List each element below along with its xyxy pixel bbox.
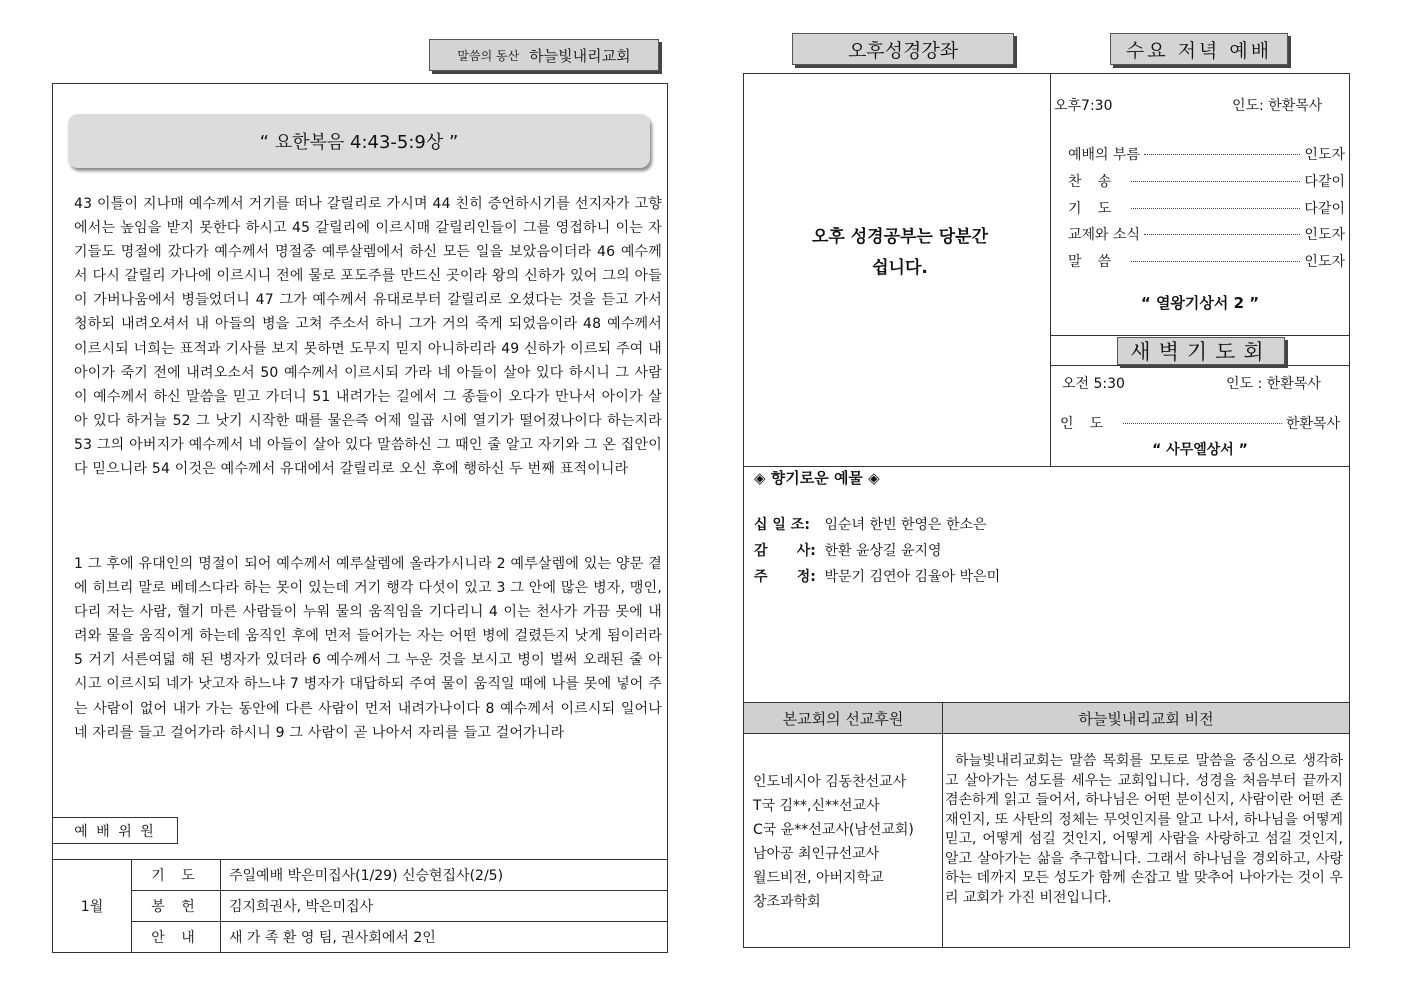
church-motto: 말씀의 동산 (457, 48, 520, 63)
order-item-by: 인도자 (1304, 147, 1345, 163)
order-item-name: 찬송 (1068, 174, 1128, 190)
table-row (53, 891, 668, 922)
order-item-by: 인도자 (1304, 254, 1345, 270)
committee-month: 1월 (53, 860, 132, 953)
list-item: C국 윤**선교사(남선교회) (753, 822, 914, 838)
wednesday-sermon: “ 열왕기상서 2 ” (1140, 294, 1260, 312)
leader-dots (1144, 234, 1300, 235)
dawn-sermon: “ 사무엘상서 ” (1152, 442, 1248, 458)
order-item-by: 인도자 (1304, 227, 1345, 243)
order-item-by: 한환목사 (1285, 416, 1340, 432)
order-item (1068, 144, 1345, 164)
order-item-name: 말씀 (1068, 254, 1128, 270)
worship-committee-label: 예 배 위 원 (52, 817, 178, 844)
order-item (1068, 171, 1345, 191)
committee-value: 주일예배 박은미집사(1/29) 신승현집사(2/5) (221, 860, 668, 891)
mission-support-header: 본교회의 선교후원 (744, 703, 942, 733)
list-item: T국 김**,신**선교사 (753, 798, 880, 814)
order-item-name: 기도 (1068, 201, 1128, 217)
leader-dots (1131, 261, 1300, 262)
committee-role: 기 도 (132, 860, 221, 891)
scripture-paragraph-1: 43 이틀이 지나매 예수께서 거기를 떠나 갈릴리로 가시며 44 친히 증언하시기를 선지자가 고향에서는 높임을 받지 못한다 하시고 45 갈릴리에 이르시매 갈릴리인들이 그를 영접하니 이는 자기들도 명절에 갔다가 예수께서 명절중 예루살렘에서 하신 모든 일을 보았음이더라 46 예수께서 다시 갈릴리 가나에 이르시니 전에 물로 포도주를 만드신 곳이라 왕의 신하가 있어 그의 아들이 가버나움에서 병들었더니 47 그가 예수께서 유대로부터 갈릴리로 오셨다는 것을 듣고 가서 청하되 내려오셔서 내 아들의 병을 고쳐 주소서 하니 그가 거의 죽게 되었음이라 48 예수께서 이르시되 너희는 표적과 기사를 보지 못하면 도무지 믿지 아니하리라 49 신하가 이르되 주여 내 아이가 죽기 전에 내려오소서 50 예수께서 이르시되 가라 네 아들이 살아 있다 하시니 그 사람이 예수께서 하신 말씀을 믿고 가더니 51 내려가는 길에서 그 종들이 오다가 만나서 아이가 살아 있다 하거늘 52 그 낫기 시작한 때를 물은즉 어제 일곱 시에 열기가 떨어졌나이다 하는지라 53 그의 아버지가 예수께서 네 아들이 살아 있다 말씀하신 그 때인 줄 알고 자기와 그 온 집안이 다 믿으니라 54 이것은 예수께서 유대에서 갈릴리로 오신 후에 행하신 두 번째 표적이니라 (74, 196, 662, 478)
order-item-by: 다같이 (1304, 201, 1345, 217)
order-item-name: 인도 (1060, 416, 1120, 432)
worship-committee-table (52, 859, 668, 953)
offering-title: ◈ 향기로운 예물 ◈ (754, 469, 880, 487)
committee-role: 봉 헌 (132, 891, 221, 922)
church-vision-header: 하늘빛내리교회 비전 (943, 703, 1349, 733)
dawn-prayer-tag: 새벽기도회 (1117, 337, 1285, 365)
afternoon-class-notice (760, 222, 1040, 284)
committee-value: 김지희권사, 박은미집사 (221, 891, 668, 922)
list-item: 남아공 최인규선교사 (753, 846, 880, 862)
committee-role: 안 내 (132, 922, 221, 953)
table-row (53, 860, 668, 891)
leader-dots (1131, 208, 1300, 209)
offering-label: 십 일 조: (754, 517, 810, 533)
divider (743, 733, 1350, 734)
leader-dots (1131, 181, 1300, 182)
notice-line: 쉽니다. (872, 258, 928, 278)
church-name: 하늘빛내리교회 (529, 46, 631, 65)
church-name-tag (429, 39, 659, 71)
order-item-name: 교제와 소식 (1068, 227, 1141, 243)
offering-label: 주 정: (754, 569, 816, 585)
list-item: 창조과학회 (753, 894, 821, 910)
order-item-by: 다같이 (1304, 174, 1345, 190)
dawn-time: 오전 5:30 (1062, 376, 1125, 392)
wednesday-service-tag: 수요 저녁 예배 (1110, 33, 1288, 65)
scripture-title: “ 요한복음 4:43-5:9상 ” (68, 114, 650, 168)
offering-names: 임순녀 한빈 한영은 한소은 (824, 517, 987, 533)
list-item: 월드비전, 아버지학교 (753, 870, 884, 886)
notice-line: 오후 성경공부는 당분간 (811, 227, 989, 247)
offering-names: 박문기 김연아 김율아 박은미 (824, 569, 1001, 585)
offering-label: 감 사: (754, 543, 816, 559)
divider (1050, 73, 1051, 466)
offering-row (754, 566, 1000, 586)
order-item (1068, 198, 1345, 218)
leader-dots (1123, 423, 1282, 424)
mission-support-list (753, 770, 914, 914)
offering-names: 한환 윤상길 윤지영 (824, 543, 942, 559)
offering-row (754, 514, 987, 534)
dawn-leader: 인도 : 한환목사 (1226, 376, 1321, 392)
order-item (1068, 251, 1345, 271)
wednesday-leader: 인도: 한환목사 (1232, 98, 1323, 114)
order-item-name: 예배의 부름 (1068, 147, 1141, 163)
scripture-paragraph-2: 1 그 후에 유대인의 명절이 되어 예수께서 예루살렘에 올라가시니라 2 예루살렘에 있는 양문 곁에 히브리 말로 베데스다라 하는 못이 있는데 거기 행각 다섯이 있고 3 그 안에 많은 병자, 맹인, 다리 저는 사람, 혈기 마른 사람들이 누워 물의 움직임을 기다리니 4 이는 천사가 가끔 못에 내려와 물을 움직이게 하는데 움직인 후에 먼저 들어가는 자는 어떤 병에 걸렸든지 낫게 됨이러라 5 거기 서른여덟 해 된 병자가 있더라 6 예수께서 그 누운 것을 보시고 병이 벌써 오래된 줄 아시고 이르시되 네가 낫고자 하느냐 7 병자가 대답하되 주여 물이 움직일 때에 나를 못에 넣어 주는 사람이 없어 내가 가는 동안에 다른 사람이 먼저 내려가나이다 8 예수께서 이르시되 일어나 네 자리를 들고 걸어가라 하시니 9 그 사람이 곧 나아서 자리를 들고 걸어가니라 (74, 556, 662, 741)
leader-dots (1144, 154, 1300, 155)
committee-value: 새 가 족 환 영 팀, 권사회에서 2인 (221, 922, 668, 953)
dawn-order-item (1060, 413, 1340, 433)
table-row (53, 922, 668, 953)
church-vision-text: 하늘빛내리교회는 말씀 목회를 모토로 말씀을 중심으로 생각하고 살아가는 성도를 세우는 교회입니다. 성경을 처음부터 끝까지 겸손하게 읽고 들어서, 하나님은 어떤 분이신지, 사람이란 어떤 존재인지, 또 사탄의 정체는 무엇인지를 알고 나서, 하나님을 어떻게 믿고, 어떻게 섬길 것인지, 어떻게 사람을 사랑하고 섬길 것인지, 알고 살아가는 삶을 추구합니다. 그래서 하나님을 경외하고, 사랑하는 데까지 모든 성도가 함께 손잡고 발 맞추어 나아가는 것이 우리 교회가 가진 비전입니다. (945, 753, 1343, 906)
order-item (1068, 224, 1345, 244)
list-item: 인도네시아 김동찬선교사 (753, 774, 907, 790)
wednesday-time: 오후7:30 (1054, 98, 1113, 114)
afternoon-bible-class-tag: 오후성경강좌 (792, 33, 1014, 65)
offering-row (754, 540, 942, 560)
